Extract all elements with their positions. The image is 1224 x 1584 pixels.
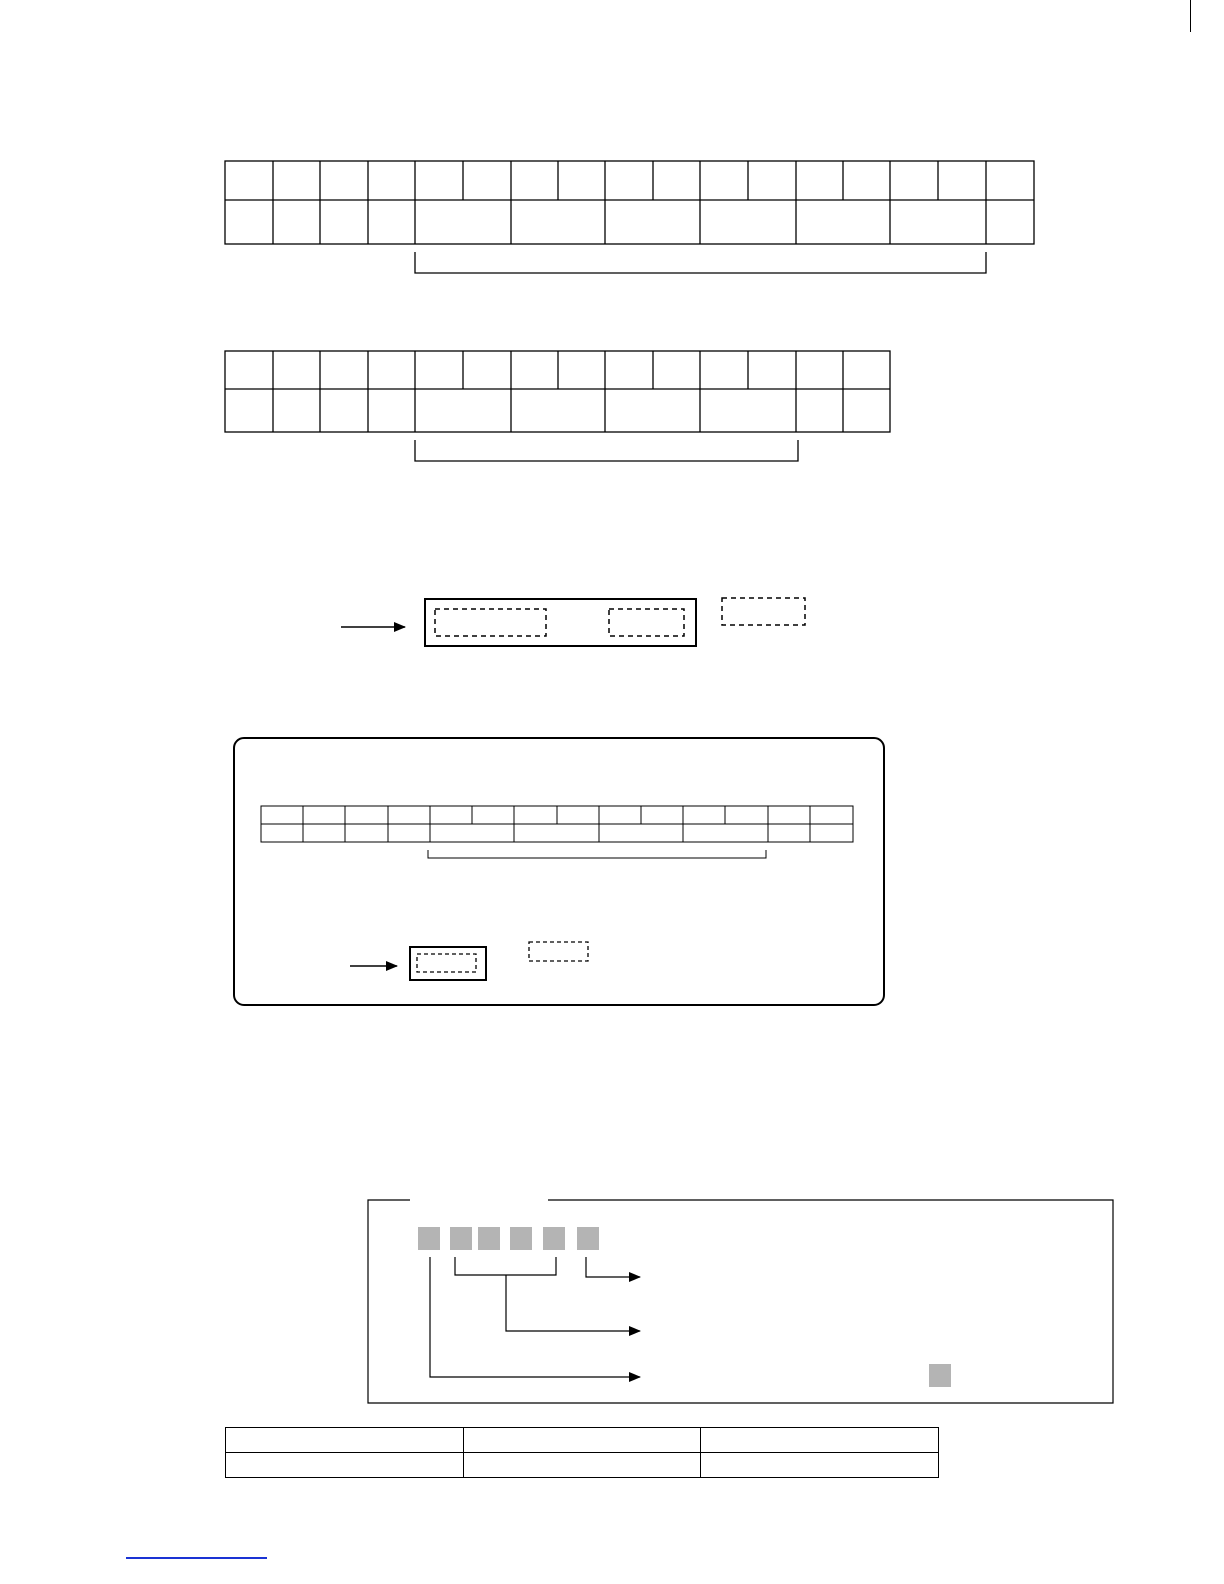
dashed-side-field <box>722 598 805 625</box>
code-char-box <box>478 1227 500 1250</box>
table-cell <box>701 1453 939 1478</box>
code-char-box <box>510 1227 532 1250</box>
table-cell <box>463 1453 701 1478</box>
dashed-field-left <box>435 609 546 636</box>
code-char-box <box>577 1227 599 1250</box>
footer-link-underline[interactable] <box>126 1557 267 1559</box>
table-row <box>226 1428 939 1453</box>
table-cell <box>226 1453 464 1478</box>
byte-table-long <box>225 161 1034 273</box>
code-char-box <box>450 1227 472 1250</box>
byte-table-short <box>225 351 890 461</box>
code-char-box <box>543 1227 565 1250</box>
code-legend <box>368 1200 1113 1403</box>
table-cell <box>463 1428 701 1453</box>
table-row <box>226 1453 939 1478</box>
dashed-field-right <box>609 609 684 636</box>
table-cell <box>701 1428 939 1453</box>
display-frame <box>425 599 696 646</box>
display-example <box>341 598 805 646</box>
bottom-table <box>225 1427 939 1478</box>
code-legend-marker <box>929 1364 951 1387</box>
table-cell <box>226 1428 464 1453</box>
code-char-box <box>418 1227 440 1250</box>
inset-panel <box>234 738 884 1005</box>
